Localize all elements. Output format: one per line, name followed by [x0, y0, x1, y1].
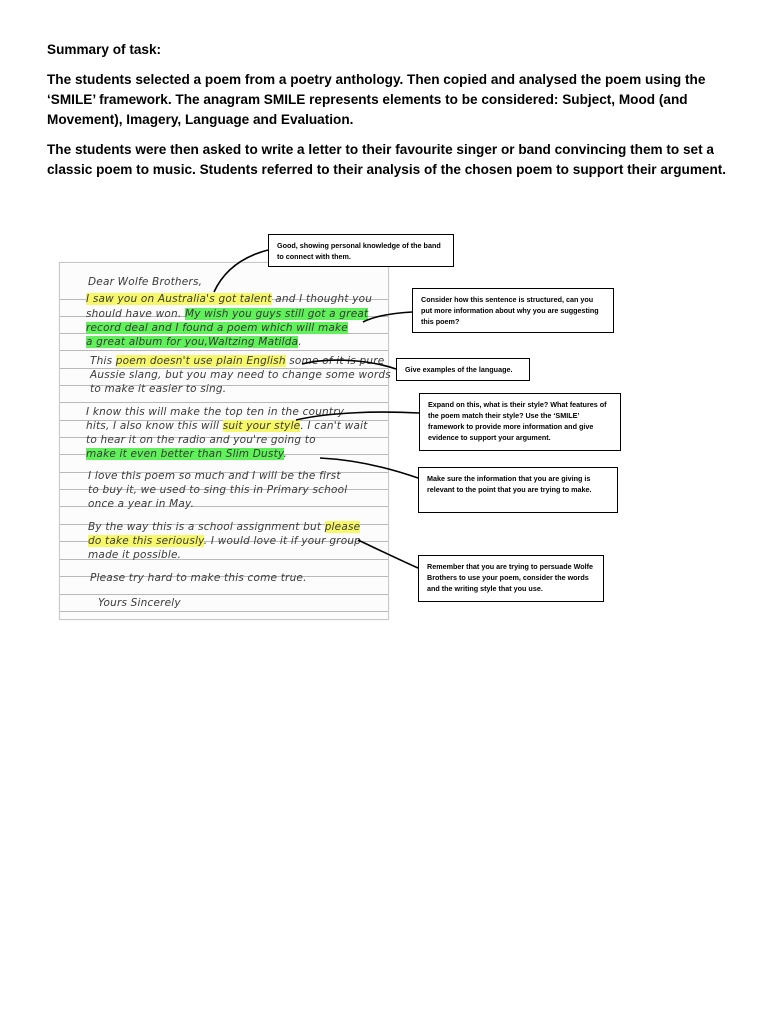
letter-line: once a year in May. [88, 498, 195, 510]
letter-salutation: Dear Wolfe Brothers, [88, 276, 203, 288]
letter-line: do take this seriously. I would love it if your group [88, 535, 362, 547]
letter-line: to hear it on the radio and you're going to [86, 434, 316, 446]
feedback-note-relevance: Make sure the information that you are giving is relevant to the point that you are trying to make. [418, 467, 618, 513]
summary-paragraph-2: The students were then asked to write a letter to their favourite singer or band convincing them to set a classic poem to music. Students referred to their analysis of the chosen poem to support their argument. [47, 142, 727, 177]
letter-line: should have won. My wish you guys still got a great [86, 308, 369, 320]
letter-line: This poem doesn't use plain English some of it is pure [90, 355, 385, 367]
letter-line: I love this poem so much and I will be the first [88, 470, 341, 482]
letter-line: hits, I also know this will suit your style. I can't wait [86, 420, 368, 432]
highlight-green: My wish you guys still got a great [184, 308, 369, 320]
letter-line: a great album for you,Waltzing Matilda. [86, 336, 302, 348]
highlight-yellow: suit your style [222, 420, 301, 432]
letter-line: to make it easier to sing. [90, 383, 227, 395]
letter-line [86, 322, 348, 334]
task-summary [47, 40, 727, 190]
letter-closing: Yours Sincerely [98, 597, 181, 609]
summary-heading: Summary of task: [47, 42, 162, 57]
highlight-green: record deal and I found a poem which will make [86, 322, 348, 334]
highlight-green: a great album for you,Waltzing Matilda [86, 336, 299, 348]
letter-line: I know this will make the top ten in the country [86, 406, 345, 418]
feedback-note-personal-knowledge: Good, showing personal knowledge of the band to connect with them. [268, 234, 454, 267]
feedback-note-persuade: Remember that you are trying to persuade Wolfe Brothers to use your poem, consider the words and the writing style that you use. [418, 555, 604, 602]
letter-line: By the way this is a school assignment but please [88, 521, 361, 533]
highlight-yellow: poem doesn't use plain English [115, 355, 286, 367]
feedback-note-style: Expand on this, what is their style? What features of the poem match their style? Use the ‘SMILE’ framework to provide more information and give evidence to support your argument. [419, 393, 621, 451]
highlight-yellow: do take this seriously [88, 535, 204, 547]
summary-paragraph-1: The students selected a poem from a poetry anthology. Then copied and analysed the poem using the ‘SMILE’ framework. The anagram SMILE represents elements to be considered: Subject, Mood (and Movement), Imagery, Language and Evaluation. [47, 72, 706, 127]
highlight-green: make it even better than Slim Dusty [86, 448, 284, 460]
letter-line: made it possible. [88, 549, 182, 561]
handwritten-letter [59, 262, 389, 620]
feedback-note-sentence-structure: Consider how this sentence is structured, can you put more information about why you are suggesting this poem? [412, 288, 614, 333]
highlight-yellow: please [324, 521, 361, 533]
letter-line: Please try hard to make this come true. [90, 572, 307, 584]
letter-line: Aussie slang, but you may need to change some words [90, 369, 391, 381]
feedback-note-language-examples: Give examples of the language. [396, 358, 530, 381]
letter-line: I saw you on Australia's got talent and I thought you [86, 293, 373, 305]
letter-line: to buy it, we used to sing this in Primary school [88, 484, 348, 496]
letter-line: make it even better than Slim Dusty. [86, 448, 288, 460]
highlight-yellow: I saw you on Australia's got talent [86, 293, 272, 305]
